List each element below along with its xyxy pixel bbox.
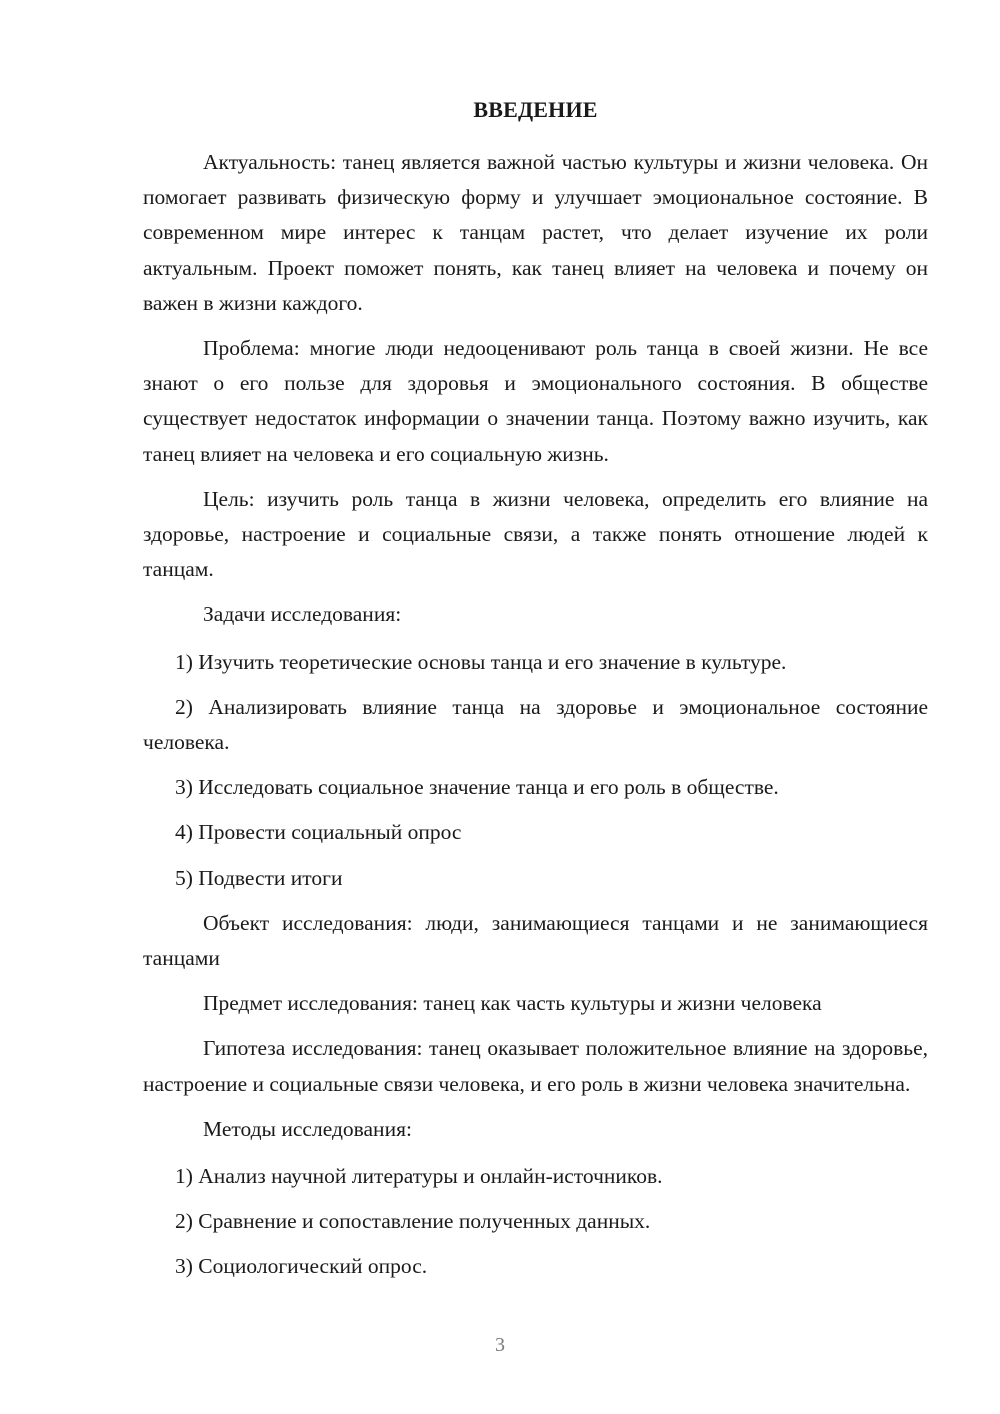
problem-paragraph: Проблема: многие люди недооценивают роль танца в своей жизни. Не все знают о его пользе для здоровья и эмоционального состояния. В обществе существует недостаток информации о значении танца. Поэтому важно изучить, как танец влияет на человека и его социальную жизнь.	[143, 336, 928, 466]
task-item: 2) Анализировать влияние танца на здоровье и эмоциональное состояние человека.	[143, 694, 928, 755]
page-number: 3	[495, 1334, 505, 1356]
method-item: 2) Сравнение и сопоставление полученных данных.	[175, 1209, 651, 1234]
task-item: 4) Провести социальный опрос	[175, 820, 462, 845]
goal-paragraph: Цель: изучить роль танца в жизни человека, определить его влияние на здоровье, настроение и социальные связи, а также понять отношение людей к танцам.	[143, 486, 928, 582]
object-paragraph: Объект исследования: люди, занимающиеся танцами и не занимающиеся танцами	[143, 910, 928, 971]
subject-paragraph: Предмет исследования: танец как часть культуры и жизни человека	[203, 991, 822, 1016]
methods-heading: Методы исследования:	[203, 1116, 412, 1141]
relevance-paragraph: Актуальность: танец является важной частью культуры и жизни человека. Он помогает развивать физическую форму и улучшает эмоциональное состояние. В современном мире интерес к танцам растет, что делает изучение их роли актуальным. Проект поможет понять, как танец влияет на человека и почему он важен в жизни каждого.	[143, 150, 928, 315]
task-item: 3) Исследовать социальное значение танца и его роль в обществе.	[175, 775, 779, 800]
page-title: ВВЕДЕНИЕ	[473, 97, 598, 122]
hypothesis-paragraph: Гипотеза исследования: танец оказывает положительное влияние на здоровье, настроение и социальные связи человека, и его роль в жизни человека значительна.	[143, 1036, 928, 1096]
method-item: 1) Анализ научной литературы и онлайн-источников.	[175, 1164, 663, 1189]
tasks-heading: Задачи исследования:	[203, 602, 402, 627]
task-item: 1) Изучить теоретические основы танца и его значение в культуре.	[175, 649, 787, 674]
task-item: 5) Подвести итоги	[175, 865, 343, 890]
document-page	[143, 95, 928, 1295]
method-item: 3) Социологический опрос.	[175, 1254, 428, 1279]
